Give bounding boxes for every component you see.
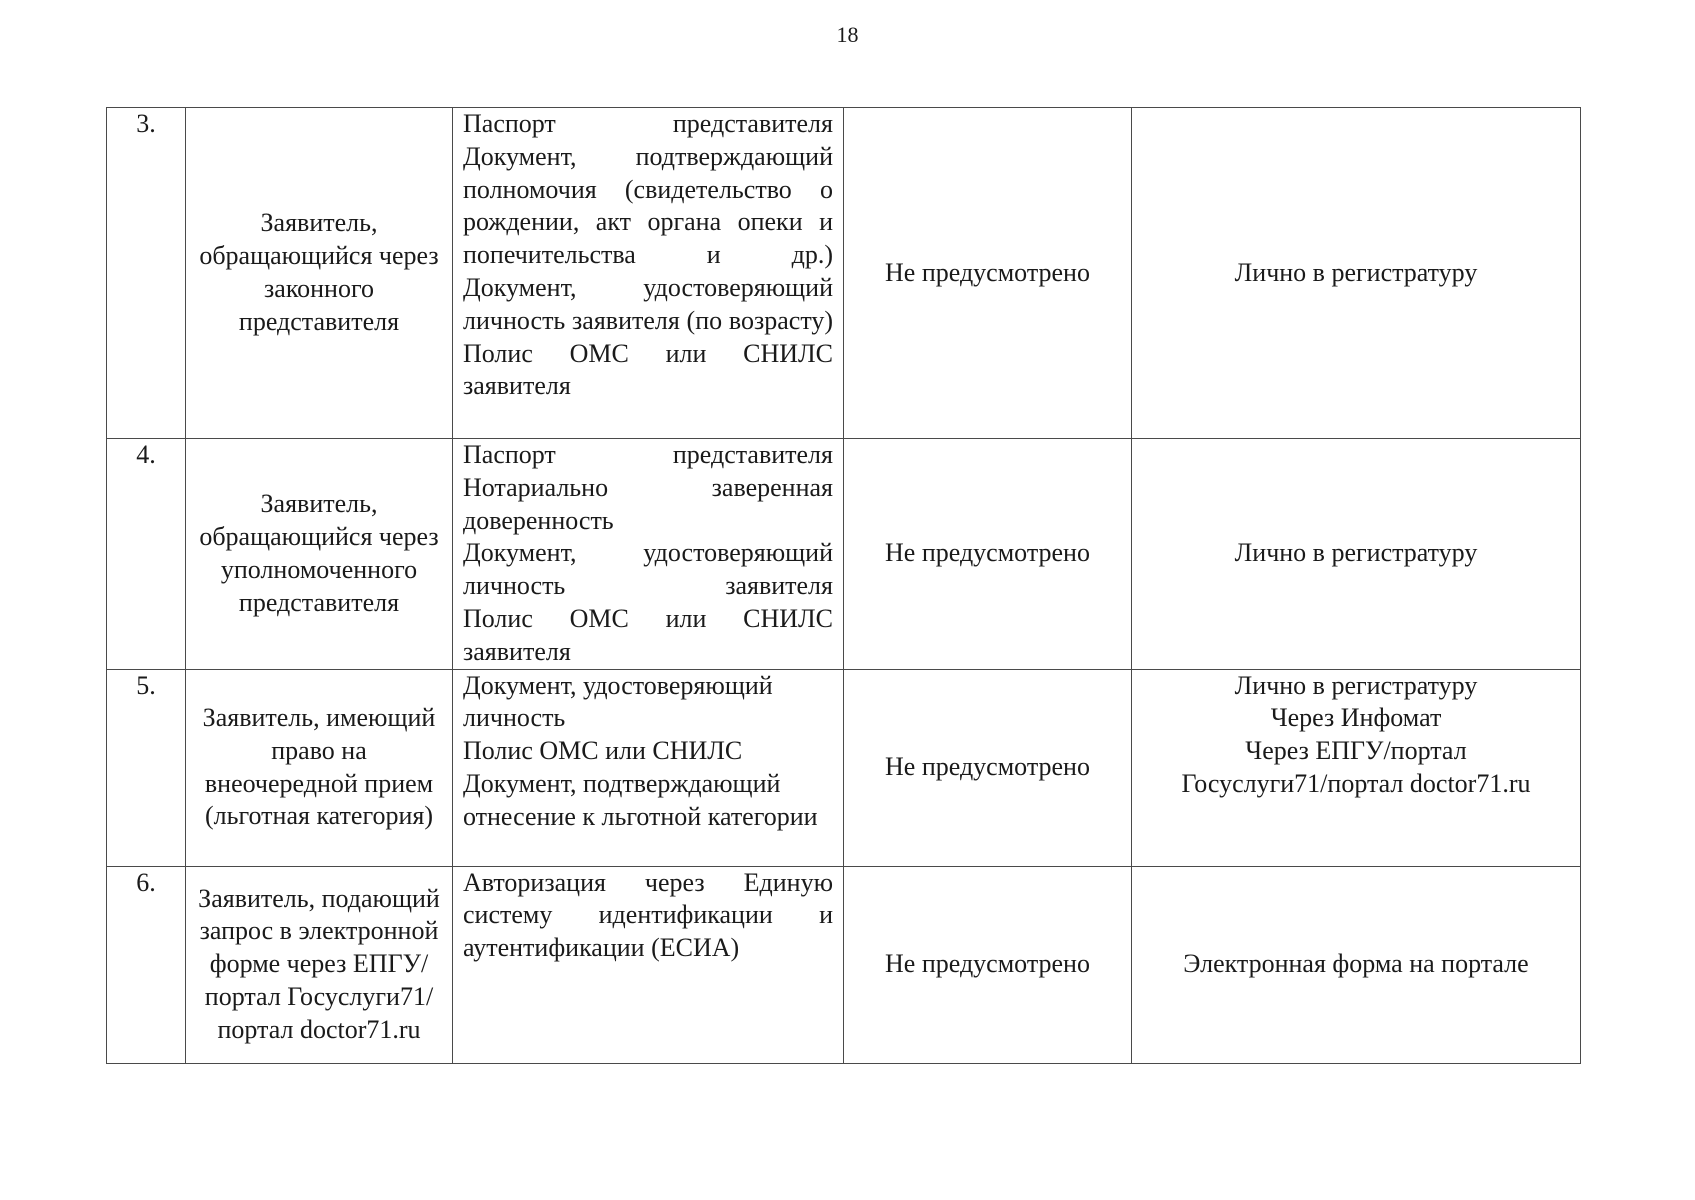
method-item: Лично в регистратуру <box>1234 538 1478 568</box>
row-number: 5. <box>107 669 186 866</box>
table-row <box>107 439 1581 670</box>
document-item: Документ, удостоверяющий личность заявителя <box>463 538 833 601</box>
extra-cell: Не предусмотрено <box>844 669 1132 866</box>
method-cell <box>1132 439 1581 670</box>
document-item: Документ, удостоверяющий личность заявителя (по возрасту) <box>463 272 833 335</box>
document-item: Полис ОМС или СНИЛС заявителя <box>463 603 833 666</box>
method-item: Лично в регистратуру <box>1234 257 1478 287</box>
table-row <box>107 108 1581 439</box>
method-item: Лично в регистратуру <box>1234 670 1478 700</box>
document-item: Полис ОМС или СНИЛС <box>463 736 743 766</box>
documents-cell <box>453 866 844 1063</box>
document-item: Документ, удостоверяющий личность <box>463 670 773 733</box>
method-item: Электронная форма на портале <box>1183 949 1529 979</box>
method-cell <box>1132 669 1581 866</box>
method-cell <box>1132 866 1581 1063</box>
page-number: 18 <box>836 22 859 47</box>
method-cell <box>1132 108 1581 439</box>
document-item: Авторизация через Единую систему идентификации и аутентификации (ЕСИА) <box>463 867 833 963</box>
extra-cell: Не предусмотрено <box>844 108 1132 439</box>
extra-cell: Не предусмотрено <box>844 439 1132 670</box>
applicant-cell: Заявитель, обращающийся через уполномоченного представителя <box>186 439 453 670</box>
document-item: Паспорт представителя <box>463 440 833 469</box>
document-item: Паспорт представителя <box>463 109 833 138</box>
documents-cell <box>453 108 844 439</box>
document-item: Документ, подтверждающий отнесение к льготной категории <box>463 768 818 831</box>
table-row <box>107 669 1581 866</box>
applicants-table <box>106 107 1581 1064</box>
row-number: 6. <box>107 866 186 1063</box>
method-item: Через ЕПГУ/портал <box>1245 736 1467 766</box>
document-item: Полис ОМС или СНИЛС заявителя <box>463 338 833 401</box>
document-item: Нотариально заверенная доверенность <box>463 472 833 535</box>
applicant-cell: Заявитель, обращающийся через законного представителя <box>186 108 453 439</box>
table-row <box>107 866 1581 1063</box>
documents-cell <box>453 439 844 670</box>
row-number: 4. <box>107 439 186 670</box>
documents-cell <box>453 669 844 866</box>
extra-cell: Не предусмотрено <box>844 866 1132 1063</box>
method-item: Через Инфомат <box>1270 703 1442 733</box>
document-item: Документ, подтверждающий полномочия (свидетельство о рождении, акт органа опеки и попечительства и др.) <box>463 141 833 270</box>
method-item: Госуслуги71/портал doctor71.ru <box>1181 768 1531 798</box>
applicant-cell: Заявитель, подающий запрос в электронной форме через ЕПГУ/портал Госуслуги71/портал doctor71.ru <box>186 866 453 1063</box>
row-number: 3. <box>107 108 186 439</box>
applicant-cell: Заявитель, имеющий право на внеочередной прием (льготная категория) <box>186 669 453 866</box>
